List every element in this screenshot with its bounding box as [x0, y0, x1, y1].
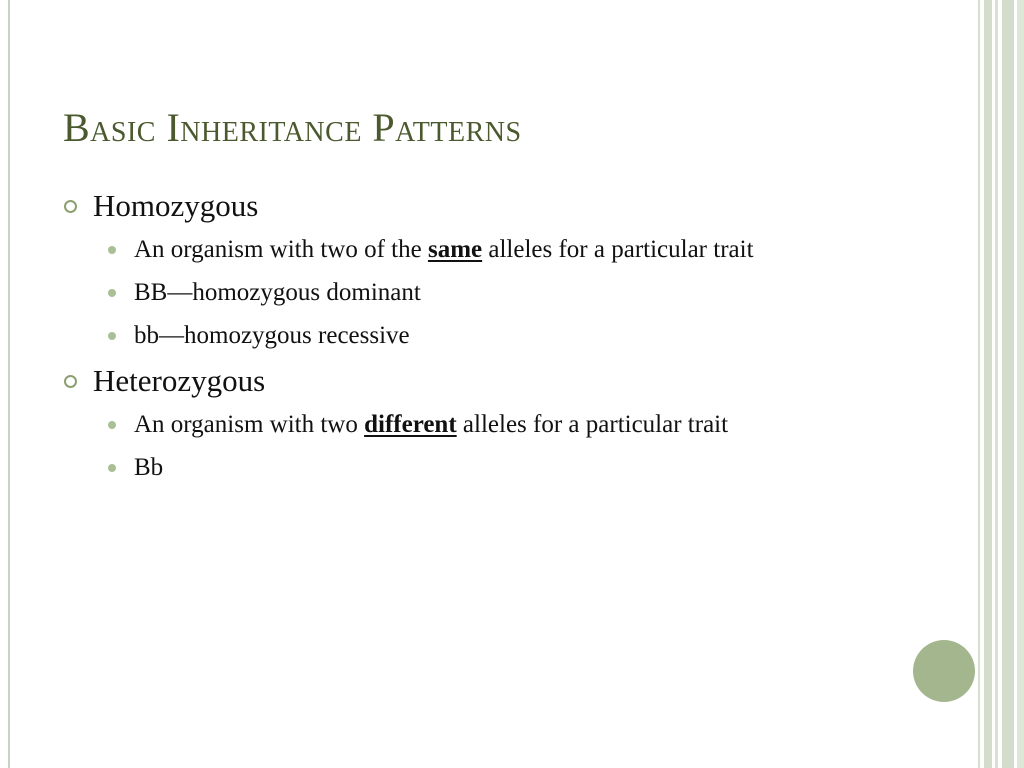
sub-bullet-text: alleles for a particular trait — [456, 411, 729, 438]
emphasis-different: different — [364, 411, 457, 438]
bullet-homozygous — [62, 186, 922, 226]
bullet-heading: Heterozygous — [93, 363, 266, 398]
dot-bullet-icon — [108, 332, 116, 340]
dot-bullet-icon — [108, 246, 116, 254]
right-decorative-stripe — [984, 0, 992, 768]
sub-bullet-text: alleles for a particular trait — [482, 236, 754, 263]
dot-bullet-icon — [108, 289, 116, 297]
sub-bullet — [62, 318, 794, 353]
left-decorative-rule — [8, 0, 10, 768]
ring-bullet-icon — [64, 375, 77, 388]
right-decorative-stripe — [995, 0, 998, 768]
sub-bullet — [62, 407, 794, 442]
dot-bullet-icon — [108, 421, 116, 429]
sub-bullet — [62, 275, 794, 310]
sub-bullet — [62, 450, 794, 485]
sub-bullet-text: An organism with two — [134, 411, 365, 438]
sub-bullet-text: Bb — [134, 454, 164, 481]
sub-bullet-text: An organism with two of the — [134, 236, 428, 263]
dot-bullet-icon — [108, 464, 116, 472]
sub-bullet-text: bb—homozygous recessive — [134, 322, 410, 349]
decorative-circle — [913, 640, 975, 702]
bullet-heterozygous — [62, 361, 922, 401]
sub-bullet-text: BB—homozygous dominant — [134, 279, 421, 306]
sub-bullet — [62, 232, 794, 267]
emphasis-same: same — [427, 236, 483, 263]
right-decorative-stripe — [1002, 0, 1014, 768]
ring-bullet-icon — [64, 200, 77, 213]
slide-title: Basic Inheritance Patterns — [63, 105, 522, 150]
right-decorative-stripe — [1017, 0, 1024, 768]
right-decorative-stripe — [978, 0, 980, 768]
bullet-heading: Homozygous — [93, 188, 259, 223]
slide-body — [62, 186, 922, 493]
